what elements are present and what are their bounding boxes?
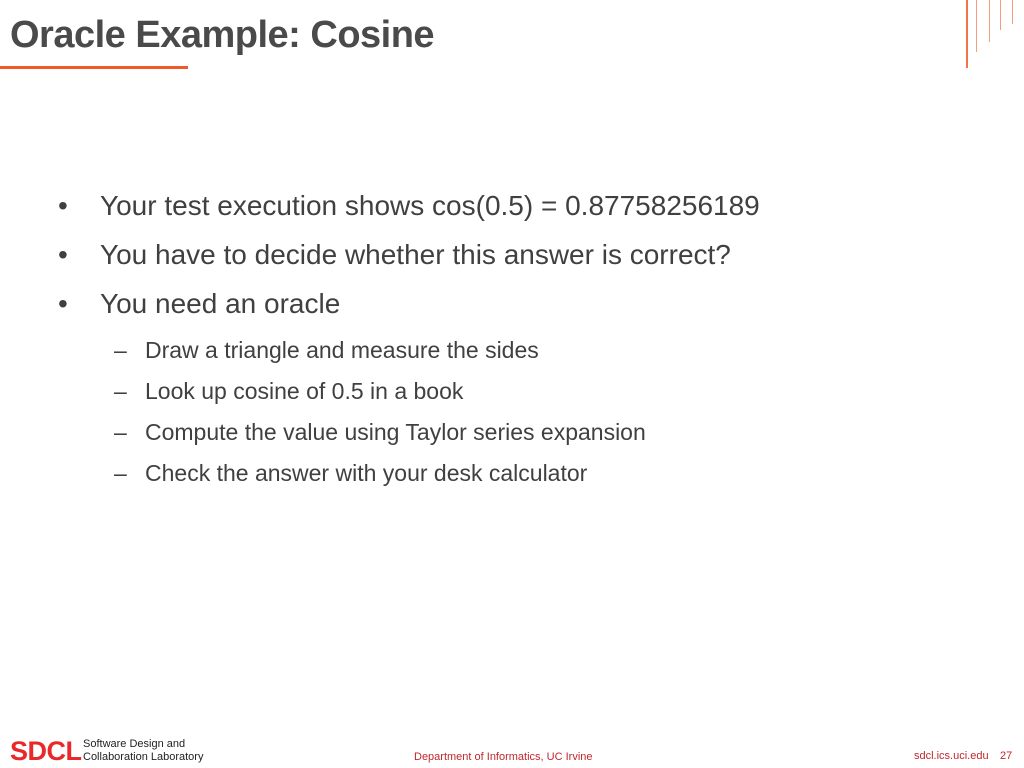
bullet-text: You have to decide whether this answer is correct?: [100, 239, 731, 270]
sub-bullet-marker: –: [114, 378, 127, 404]
sub-bullet-marker: –: [114, 419, 127, 445]
bullet-item: [58, 184, 958, 233]
site-url: sdcl.ics.uci.edu: [914, 750, 989, 762]
slide-title: Oracle Example: Cosine: [10, 14, 435, 56]
bullet-marker: •: [58, 190, 68, 221]
sub-bullet-text: Compute the value using Taylor series expansion: [145, 419, 646, 445]
sub-bullet-text: Draw a triangle and measure the sides: [145, 337, 539, 363]
lab-name-line: Collaboration Laboratory: [83, 751, 204, 763]
sub-bullet-marker: –: [114, 337, 127, 363]
page-number: 27: [1000, 750, 1013, 762]
sub-bullet-marker: –: [114, 460, 127, 486]
bullet-text: Your test execution shows cos(0.5) = 0.87758256189: [100, 190, 760, 221]
bullet-item: [58, 282, 958, 331]
sub-bullet-item: [58, 413, 958, 454]
bullet-item: [58, 233, 958, 282]
decoration-line: [1012, 0, 1013, 24]
bullet-marker: •: [58, 288, 68, 319]
lab-name-line: Software Design and: [83, 738, 186, 750]
title-underline: [0, 66, 188, 69]
bullet-marker: •: [58, 239, 68, 270]
decoration-line: [1000, 0, 1001, 30]
bullet-list: [58, 184, 958, 495]
department-label: Department of Informatics, UC Irvine: [414, 751, 593, 763]
decoration-line: [966, 0, 968, 68]
bullet-text: You need an oracle: [100, 288, 341, 319]
sdcl-logo: SDCL: [10, 736, 82, 766]
sub-bullet-text: Look up cosine of 0.5 in a book: [145, 378, 464, 404]
lab-name: [83, 738, 203, 764]
sub-bullet-text: Check the answer with your desk calculator: [145, 460, 588, 486]
sub-bullet-list: [58, 331, 958, 495]
sub-bullet-item: [58, 372, 958, 413]
decoration-line: [989, 0, 990, 42]
sub-bullet-item: [58, 454, 958, 495]
sub-bullet-item: [58, 331, 958, 372]
decoration-line: [976, 0, 977, 52]
